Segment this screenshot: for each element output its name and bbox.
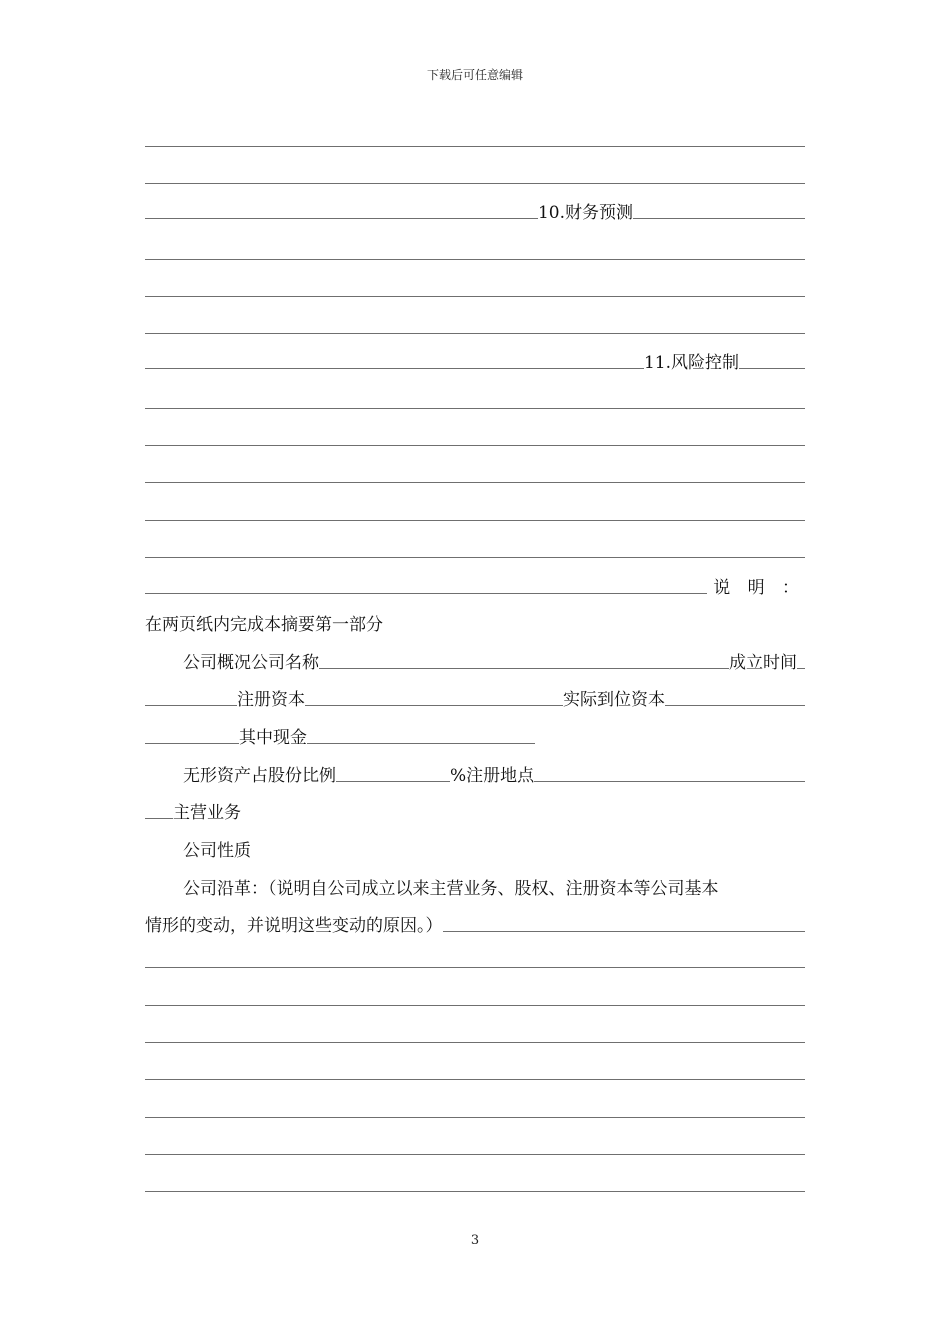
blank-line[interactable] bbox=[145, 1005, 805, 1006]
blank-line[interactable] bbox=[145, 967, 805, 968]
blank-line[interactable] bbox=[145, 1191, 805, 1192]
instruction-text: 在两页纸内完成本摘要第一部分 bbox=[145, 615, 383, 635]
underline bbox=[739, 368, 805, 369]
blank-line[interactable] bbox=[145, 1079, 805, 1080]
note-label: 说 明 ： bbox=[713, 578, 805, 598]
history-row-2 bbox=[145, 912, 805, 936]
company-overview-label: 公司概况公司名称 bbox=[183, 653, 319, 673]
registered-place-field[interactable] bbox=[534, 781, 805, 782]
underline bbox=[145, 593, 707, 594]
established-field-cont[interactable] bbox=[145, 705, 237, 706]
main-business-label: 主营业务 bbox=[173, 803, 241, 823]
blank-line[interactable] bbox=[145, 1117, 805, 1118]
established-field[interactable] bbox=[797, 668, 805, 669]
capital-row bbox=[145, 686, 805, 710]
history-text: 公司沿革：（说明自公司成立以来主营业务、股权、注册资本等公司基本 bbox=[183, 879, 719, 899]
established-label: 成立时间 bbox=[729, 653, 797, 673]
page-header: 下载后可任意编辑 bbox=[426, 68, 523, 82]
note-row bbox=[145, 574, 805, 598]
blank-line bbox=[145, 259, 805, 260]
section-title: 10.财务预测 bbox=[537, 203, 633, 223]
company-nature-row bbox=[145, 837, 805, 861]
blank-line bbox=[145, 183, 805, 184]
blank-line bbox=[145, 333, 805, 334]
intangible-ratio-label: 无形资产占股份比例 bbox=[183, 766, 336, 786]
underline bbox=[633, 218, 805, 219]
section-financial-forecast bbox=[145, 199, 805, 223]
main-business-row bbox=[145, 799, 805, 823]
section-title: 11.风险控制 bbox=[643, 353, 739, 373]
actual-capital-field-cont[interactable] bbox=[145, 743, 239, 744]
blank-line bbox=[145, 482, 805, 483]
registered-capital-field[interactable] bbox=[305, 705, 563, 706]
company-name-field[interactable] bbox=[319, 668, 729, 669]
company-nature-label: 公司性质 bbox=[183, 841, 251, 861]
actual-capital-label: 实际到位资本 bbox=[563, 690, 665, 710]
note-instruction bbox=[145, 611, 805, 635]
history-text: 情形的变动，并说明这些变动的原因。） bbox=[145, 916, 443, 936]
actual-capital-field[interactable] bbox=[665, 705, 805, 706]
registered-place-label: %注册地点 bbox=[450, 766, 535, 786]
underline bbox=[145, 368, 644, 369]
blank-line[interactable] bbox=[145, 1042, 805, 1043]
cash-row bbox=[145, 724, 805, 748]
underline bbox=[145, 218, 538, 219]
cash-field[interactable] bbox=[307, 743, 535, 744]
blank-line bbox=[145, 557, 805, 558]
section-risk-control bbox=[145, 349, 805, 373]
history-row-1 bbox=[145, 875, 805, 899]
cash-label: 其中现金 bbox=[239, 728, 307, 748]
blank-line bbox=[145, 520, 805, 521]
history-field[interactable] bbox=[443, 931, 806, 932]
registered-capital-label: 注册资本 bbox=[237, 690, 305, 710]
blank-line bbox=[145, 146, 805, 147]
blank-line bbox=[145, 296, 805, 297]
intangible-ratio-field[interactable] bbox=[336, 781, 450, 782]
blank-line[interactable] bbox=[145, 1154, 805, 1155]
page-number: 3 bbox=[470, 1233, 480, 1248]
blank-line bbox=[145, 445, 805, 446]
intangible-row bbox=[145, 762, 805, 786]
blank-line bbox=[145, 408, 805, 409]
company-name-row bbox=[145, 649, 805, 673]
registered-place-field-cont[interactable] bbox=[145, 818, 173, 819]
